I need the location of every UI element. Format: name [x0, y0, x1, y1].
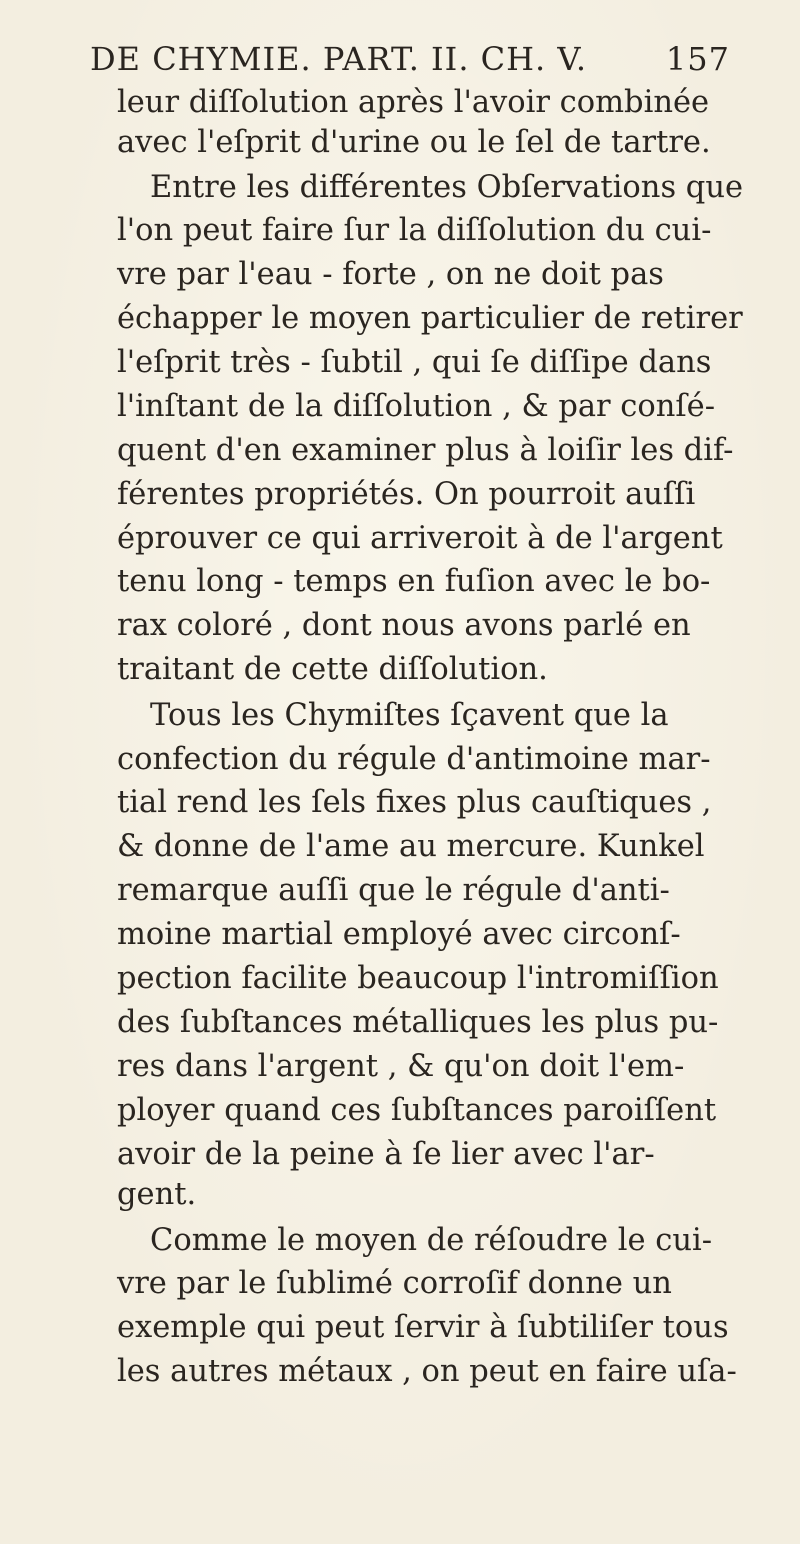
text-line: Tous les Chymiſtes ſçavent que la [150, 698, 669, 733]
text-line: tial rend les ſels fixes plus cauſtiques , [117, 785, 712, 820]
text-line: pection facilite beaucoup l'intromiſſion [117, 961, 719, 996]
text-line: & donne de l'ame au mercure. Kunkel [117, 829, 705, 864]
text-line: tenu long - temps en fuſion avec le bo- [117, 564, 711, 599]
text-line: avec l'eſprit d'urine ou le ſel de tartre. [117, 125, 711, 160]
text-line: ployer quand ces ſubſtances paroiſſent [117, 1093, 717, 1128]
text-line: échapper le moyen particulier de retirer [117, 301, 743, 336]
text-line: leur diſſolution après l'avoir combinée [117, 85, 710, 120]
text-line: éprouver ce qui arriveroit à de l'argent [117, 521, 723, 556]
text-line: Comme le moyen de réſoudre le cui- [150, 1223, 713, 1258]
page-number: 157 [665, 40, 730, 78]
text-line: exemple qui peut ſervir à ſubtiliſer tous [117, 1310, 729, 1345]
page-header [90, 40, 730, 84]
text-line: moine martial employé avec circonſ- [117, 917, 681, 952]
text-line: l'eſprit très - ſubtil , qui ſe diſſipe dans [117, 345, 712, 380]
running-title: DE CHYMIE. PART. II. CH. V. [90, 40, 588, 78]
text-line: quent d'en examiner plus à loiſir les dif- [117, 433, 734, 468]
text-line: les autres métaux , on peut en faire uſa- [117, 1354, 737, 1389]
text-line: des ſubſtances métalliques les plus pu- [117, 1005, 719, 1040]
text-line: remarque auſſi que le régule d'anti- [117, 873, 670, 908]
text-line: férentes propriétés. On pourroit auſſi [117, 477, 696, 512]
text-line: res dans l'argent , & qu'on doit l'em- [117, 1049, 685, 1084]
text-line: vre par l'eau - forte , on ne doit pas [117, 257, 664, 292]
text-line: l'on peut faire ſur la diſſolution du cui- [117, 213, 712, 248]
text-line: avoir de la peine à ſe lier avec l'ar- [117, 1137, 655, 1172]
text-line: Entre les différentes Obſervations que [150, 170, 744, 205]
text-line: l'inſtant de la diſſolution , & par conſé- [117, 389, 716, 424]
text-line: confection du régule d'antimoine mar- [117, 742, 711, 777]
text-line: traitant de cette diſſolution. [117, 652, 548, 687]
text-line: gent. [117, 1177, 197, 1212]
text-line: vre par le ſublimé corroſif donne un [117, 1266, 672, 1301]
text-line: rax coloré , dont nous avons parlé en [117, 608, 691, 643]
